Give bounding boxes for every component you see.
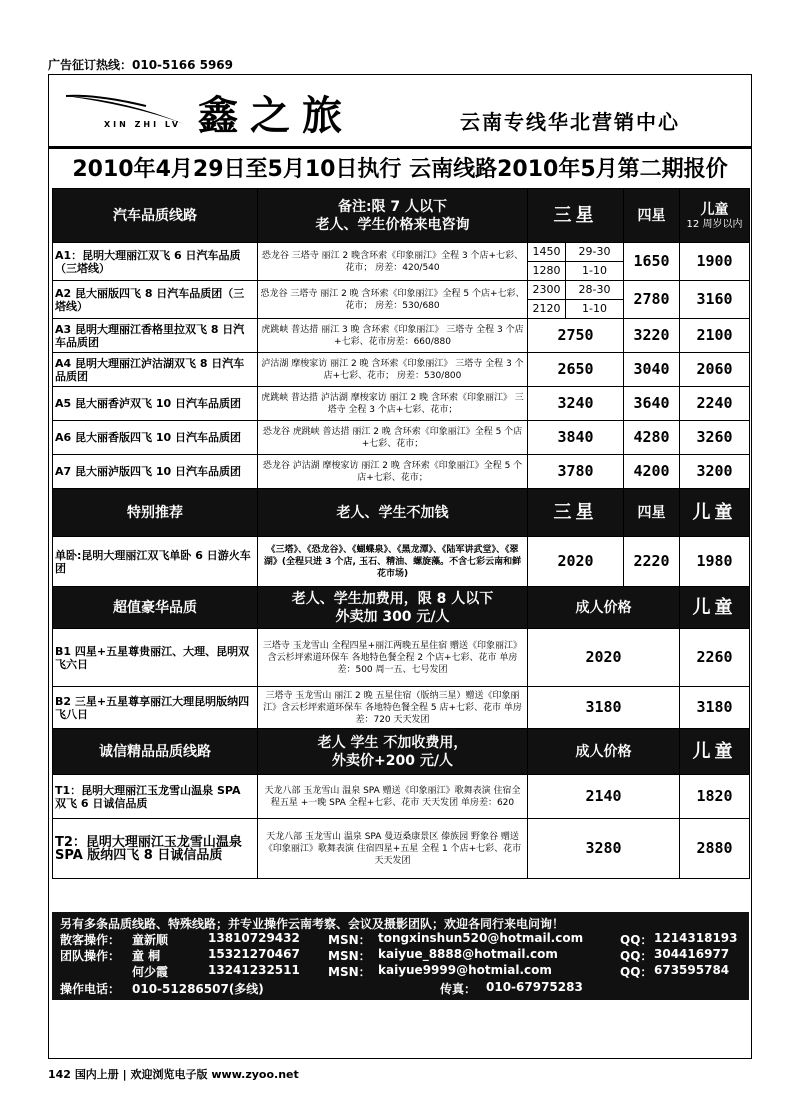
three-star-price: 3780 (528, 455, 624, 489)
section3-note-line2: 外卖加 300 元/人 (335, 608, 450, 625)
child-price: 2100 (680, 319, 750, 353)
footer-slogan: 欢迎浏览电子版 (130, 1068, 208, 1081)
adult-price: 2140 (528, 775, 680, 819)
price-cell: 1450 (528, 243, 566, 262)
route-desc: 天龙八部 玉龙雪山 温泉 SPA 曼迈桑康景区 傣族园 野象谷 赠送《印象丽江》歌舞表演 住宿四星+五星 全程 1 个店+七彩、花市天天发团 (258, 819, 528, 879)
child-price: 2240 (680, 387, 750, 421)
route-name: T1：昆明大理丽江玉龙雪山温泉 SPA 双飞 6 日诚信品质 (53, 775, 258, 819)
footer-separator: | (122, 1068, 127, 1081)
table-row (53, 537, 750, 587)
child-price: 3260 (680, 421, 750, 455)
route-name: A3 昆明大理丽江香格里拉双飞 8 日汽车品质团 (53, 319, 258, 353)
child-price: 3180 (680, 687, 750, 729)
route-name: A5 昆大丽香泸双飞 10 日汽车品质团 (53, 387, 258, 421)
route-name: A6 昆大丽香版四飞 10 日汽车品质团 (53, 421, 258, 455)
table-row (53, 775, 750, 819)
qq-label: QQ： (620, 949, 653, 963)
route-desc: 泸沽湖 摩梭家访 丽江 2 晚 含环索《印象丽江》 三塔寺 全程 3 个店+七彩、花市； 房差：530/800 (258, 353, 528, 387)
four-star-price: 4200 (624, 455, 680, 489)
route-desc: 恐龙谷 虎跳峡 普达措 丽江 2 晚 含环索《印象丽江》全程 5 个店+七彩、花市； (258, 421, 528, 455)
route-desc: 恐龙谷 三塔寺 丽江 2 晚含环索《印象丽江》全程 3 个店+七彩、花市； 房差：420/540 (258, 243, 528, 281)
section2-header (53, 489, 750, 537)
section3-header (53, 587, 750, 629)
contact-name: 童新顺 (132, 933, 169, 947)
ad-hotline: 广告征订热线：010-5166 5969 (48, 58, 234, 72)
three-star-price: 2650 (528, 353, 624, 387)
section4-note-line1: 老人 学生 不加收费用， (317, 734, 468, 751)
col-adult-price: 成人价格 (528, 729, 680, 775)
price-cell: 2120 (528, 300, 566, 318)
table-row (53, 421, 750, 455)
route-name: B1 四星+五星尊贵丽江、大理、昆明双飞六日 (53, 629, 258, 687)
child-price: 1820 (680, 775, 750, 819)
route-name: T2：昆明大理丽江玉龙雪山温泉 SPA 版纳四飞 8 日诚信品质 (53, 819, 258, 879)
msn-label: MSN： (328, 933, 371, 947)
child-price: 1980 (680, 537, 750, 587)
contact-phone: 15321270467 (208, 947, 300, 961)
four-star-price: 2780 (624, 281, 680, 319)
price-cell: 2300 (528, 281, 566, 300)
section1-title: 汽车品质线路 (53, 189, 258, 243)
msn-label: MSN： (328, 949, 371, 963)
three-star-price: 2020 (528, 537, 624, 587)
page-number: 142 (48, 1068, 71, 1081)
route-name: A7 昆大丽泸版四飞 10 日汽车品质团 (53, 455, 258, 489)
date-cell: 28-30 (566, 281, 623, 300)
contact-qq: 304416977 (654, 947, 730, 961)
child-price: 3200 (680, 455, 750, 489)
header-rule (48, 146, 752, 149)
child-price: 3160 (680, 281, 750, 319)
contact-qq: 673595784 (654, 963, 730, 977)
msn-label: MSN： (328, 965, 371, 979)
contact-intro: 另有多条品质线路、特殊线路；并专业操作云南考察、会议及摄影团队；欢迎各同行来电问询！ (60, 917, 565, 931)
table-row (53, 687, 750, 729)
contact-name: 童 桐 (132, 949, 161, 963)
section4-note (258, 729, 528, 775)
section1-note (258, 189, 528, 243)
footer-section: 国内上册 (74, 1068, 119, 1081)
col-four-star: 四星 (624, 489, 680, 537)
adult-price: 2020 (528, 629, 680, 687)
date-cell: 1-10 (582, 264, 607, 277)
table-row (53, 387, 750, 421)
table-row (53, 243, 750, 281)
section1-note-line2: 老人、学生价格来电咨询 (315, 216, 470, 233)
contact-name: 何少霞 (132, 965, 169, 979)
contact-qq: 1214318193 (654, 931, 738, 945)
col-child-label: 儿童 (700, 201, 729, 218)
child-price: 2260 (680, 629, 750, 687)
route-desc: 天龙八部 玉龙雪山 温泉 SPA 赠送《印象丽江》歌舞表演 住宿全程五星 +一晚 SPA 全程+七彩、花市 天天发团 单房差：620 (258, 775, 528, 819)
col-child: 儿童 (680, 587, 750, 629)
child-price: 1900 (680, 243, 750, 281)
three-star-split (528, 243, 624, 281)
col-child (680, 189, 750, 243)
col-child: 儿童 (680, 729, 750, 775)
col-four-star: 四星 (624, 189, 680, 243)
route-desc: 三塔寺 玉龙雪山 全程四星+丽江两晚五星住宿 赠送《印象丽江》含云杉坪索道环保车 各地特色餐全程 2 个店+七彩、花市 单房差：500 周一五、七号发团 (258, 629, 528, 687)
table-row (53, 455, 750, 489)
route-desc: 恐龙谷 泸沽湖 摩梭家访 丽江 2 晚 含环索《印象丽江》全程 5 个店+七彩、花市； (258, 455, 528, 489)
route-name: A1：昆明大理丽江双飞 6 日汽车品质（三塔线） (53, 243, 258, 281)
qq-label: QQ： (620, 933, 653, 947)
section3-title: 超值豪华品质 (53, 587, 258, 629)
contact-role: 散客操作： (60, 933, 121, 947)
section1-note-line1: 备注:限 7 人以下 (337, 198, 448, 215)
contact-phone: 13241232511 (208, 963, 300, 977)
section1-header (53, 189, 750, 243)
contact-msn[interactable]: kaiyue_8888@hotmail.com (378, 947, 558, 961)
col-three-star: 三星 (528, 189, 624, 243)
fax-number: 010-67975283 (486, 980, 583, 994)
three-star-price: 3240 (528, 387, 624, 421)
four-star-price: 4280 (624, 421, 680, 455)
col-three-star: 三星 (528, 489, 624, 537)
four-star-price: 3040 (624, 353, 680, 387)
route-desc: 恐龙谷 三塔寺 丽江 2 晚 含环索《印象丽江》全程 5 个店+七彩、花市； 房差：530/680 (258, 281, 528, 319)
footer-url[interactable]: www.zyoo.net (211, 1068, 299, 1081)
route-desc: 虎跳峡 普达措 泸沽湖 摩梭家访 丽江 2 晚 含环索《印象丽江》 三塔寺 全程 3 个店+七彩、花市； (258, 387, 528, 421)
four-star-price: 3220 (624, 319, 680, 353)
section3-note-line1: 老人、学生加费用，限 8 人以下 (291, 590, 494, 607)
route-name: A4 昆明大理丽江泸沽湖双飞 8 日汽车品质团 (53, 353, 258, 387)
section3-note (258, 587, 528, 629)
route-desc: 虎跳峡 普达措 丽江 3 晚 含环索《印象丽江》 三塔寺 全程 3 个店+七彩、花市房差：660/880 (258, 319, 528, 353)
qq-label: QQ： (620, 965, 653, 979)
date-cell: 1-10 (582, 302, 607, 315)
adult-price: 3180 (528, 687, 680, 729)
section4-note-line2: 外卖价+200 元/人 (332, 752, 453, 769)
date-cell: 29-30 (566, 243, 623, 262)
four-star-price: 3640 (624, 387, 680, 421)
tel-number: 010-51286507(多线) (132, 982, 264, 996)
logo-caption: XIN ZHI LV (104, 120, 182, 129)
route-desc: 三塔寺 玉龙雪山 丽江 2 晚 五星住宿（版纳三星）赠送《印象丽江》含云杉坪索道环保车 各地特色餐全程 5 店+七彩、花市 单房差：720 天天发团 (258, 687, 528, 729)
contact-msn[interactable]: tongxinshun520@hotmail.com (378, 931, 584, 945)
section2-note: 老人、学生不加钱 (258, 489, 528, 537)
route-name: B2 三星+五星尊享丽江大理昆明版纳四飞八日 (53, 687, 258, 729)
contact-phone: 13810729432 (208, 931, 300, 945)
price-cell: 1280 (528, 262, 566, 280)
table-row (53, 319, 750, 353)
section4-header (53, 729, 750, 775)
table-row (53, 819, 750, 879)
table-row (53, 353, 750, 387)
col-child: 儿童 (680, 489, 750, 537)
col-adult-price: 成人价格 (528, 587, 680, 629)
contact-panel (52, 912, 749, 1000)
route-name: 单卧:昆明大理丽江双飞单卧 6 日游火车团 (53, 537, 258, 587)
table-row (53, 281, 750, 319)
price-table (52, 188, 749, 879)
fax-label: 传真： (440, 982, 477, 996)
page-footer (48, 1066, 299, 1082)
route-desc: 《三塔》、《恐龙谷》、《蝴蝶泉》、《黑龙潭》、《陆军讲武堂》、《翠湖》(全程只进 3 个店, 玉石、精油、螺旋藻。不含七彩云南和鲜花市场) (258, 537, 528, 587)
brand-subtitle: 云南专线华北营销中心 (460, 110, 680, 134)
three-star-split (528, 281, 624, 319)
three-star-price: 2750 (528, 319, 624, 353)
four-star-price: 1650 (624, 243, 680, 281)
contact-role: 团队操作： (60, 949, 121, 963)
table-row (53, 629, 750, 687)
contact-msn[interactable]: kaiyue9999@hotmial.com (378, 963, 552, 977)
three-star-price: 3840 (528, 421, 624, 455)
four-star-price: 2220 (624, 537, 680, 587)
adult-price: 3280 (528, 819, 680, 879)
child-price: 2880 (680, 819, 750, 879)
child-price: 2060 (680, 353, 750, 387)
col-child-note: 12 周岁以内 (686, 218, 743, 230)
tel-label: 操作电话： (60, 982, 121, 996)
section4-title: 诚信精品品质线路 (53, 729, 258, 775)
section2-title: 特别推荐 (53, 489, 258, 537)
page-headline: 2010年4月29日至5月10日执行 云南线路2010年5月第二期报价 (72, 157, 728, 182)
route-name: A2 昆大丽版四飞 8 日汽车品质团（三塔线） (53, 281, 258, 319)
brand-name: 鑫之旅 (198, 92, 354, 139)
